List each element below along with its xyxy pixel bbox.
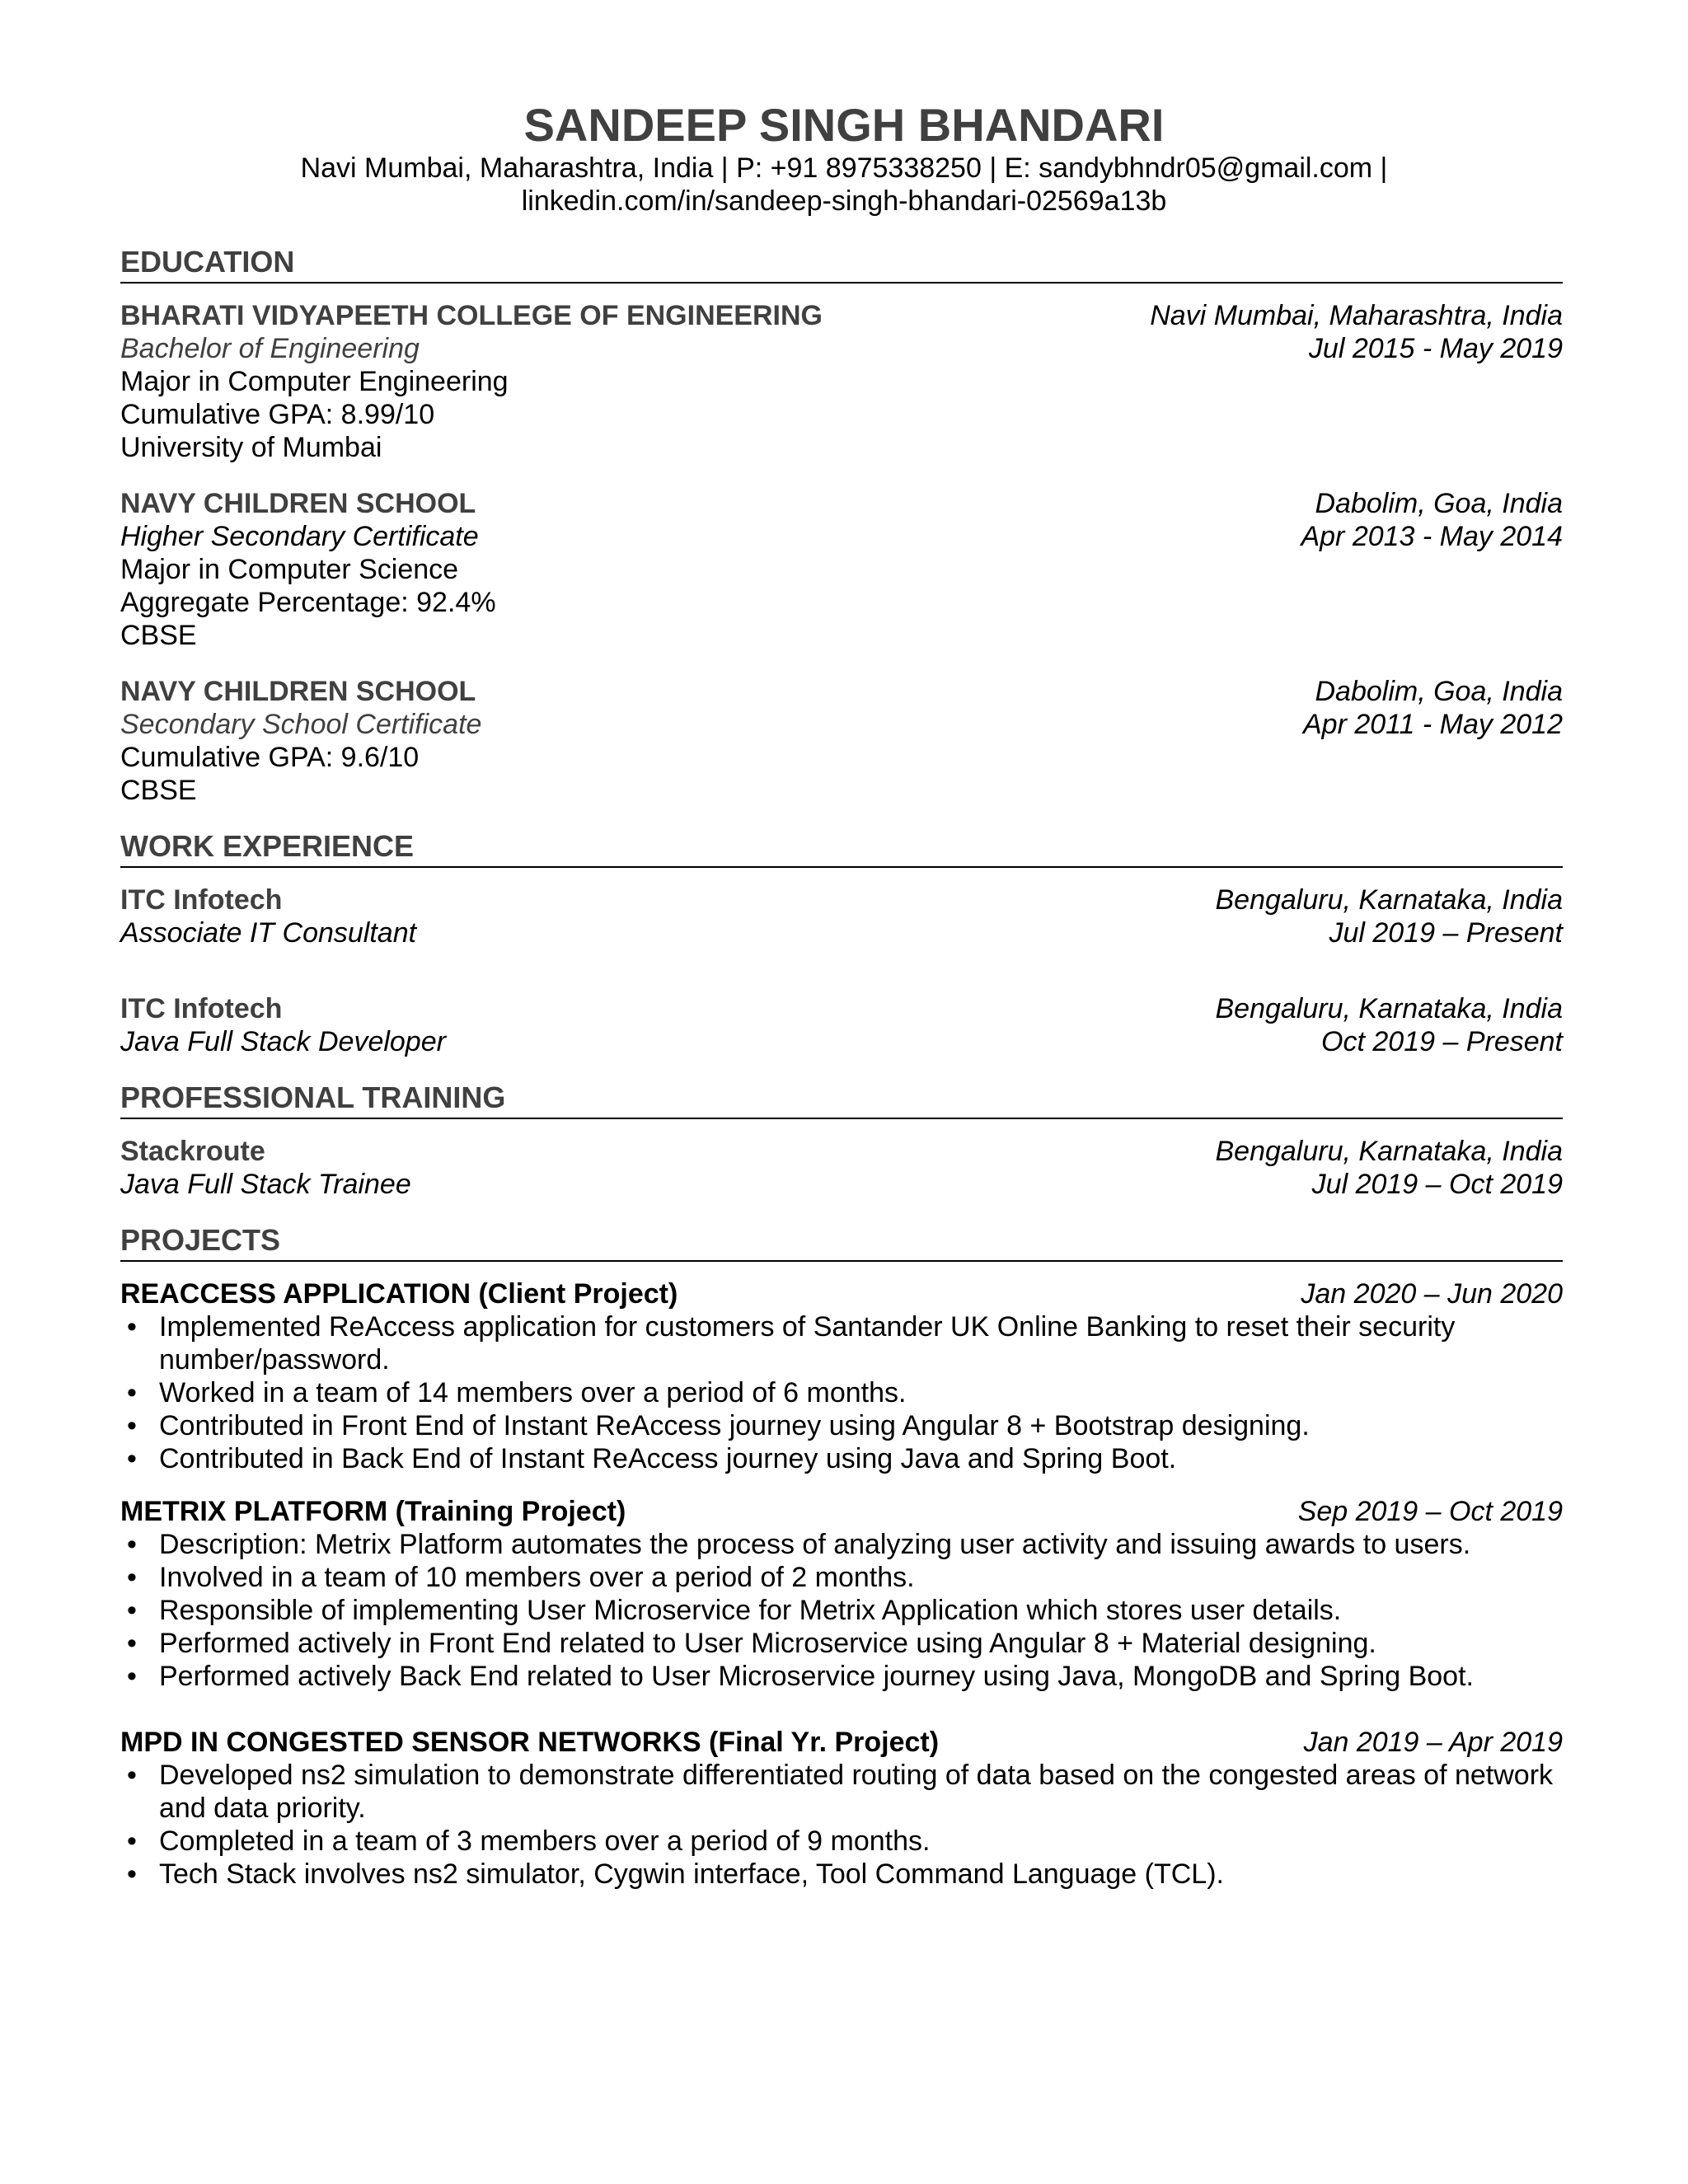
bullet-icon: •	[127, 1760, 137, 1791]
school-name: NAVY CHILDREN SCHOOL	[120, 488, 476, 519]
projects-section	[120, 1222, 1563, 1891]
project-entry	[120, 1495, 1563, 1693]
project-entry	[120, 1277, 1563, 1475]
bullet-icon: •	[127, 1595, 137, 1626]
list-item: • Developed ns2 simulation to demonstrate differentiated routing of data based on the congested areas of network and data priority.	[127, 1760, 1554, 1824]
project-entry	[120, 1726, 1563, 1891]
bullet-icon: •	[127, 1628, 137, 1659]
bullet-icon: •	[127, 1443, 137, 1474]
education-detail: University of Mumbai	[120, 432, 382, 463]
project-name: METRIX PLATFORM (Training Project)	[120, 1496, 626, 1527]
list-item: • Tech Stack involves ns2 simulator, Cygwin interface, Tool Command Language (TCL).	[127, 1858, 1224, 1890]
work-entry	[120, 992, 1563, 1058]
list-item: • Completed in a team of 3 members over a period of 9 months.	[127, 1825, 931, 1857]
school-location: Dabolim, Goa, India	[1315, 488, 1563, 519]
project-name: MPD IN CONGESTED SENSOR NETWORKS (Final Yr. Project)	[120, 1727, 940, 1758]
bullet-icon: •	[127, 1529, 137, 1560]
bullet-icon: •	[127, 1858, 137, 1890]
training-section	[120, 1080, 1563, 1201]
project-name: REACCESS APPLICATION (Client Project)	[120, 1278, 678, 1310]
list-item: • Description: Metrix Platform automates the process of analyzing user activity and issuing awards to users.	[127, 1529, 1471, 1560]
list-item: • Responsible of implementing User Microservice for Metrix Application which stores user details.	[127, 1595, 1342, 1626]
education-detail: Cumulative GPA: 9.6/10	[120, 742, 420, 773]
school-location: Dabolim, Goa, India	[1315, 676, 1563, 707]
date-range: Jan 2020 – Jun 2020	[1301, 1278, 1563, 1310]
bullet-icon: •	[127, 1410, 137, 1441]
education-detail: Cumulative GPA: 8.99/10	[120, 399, 435, 430]
school-location: Navi Mumbai, Maharashtra, India	[1150, 300, 1563, 331]
education-title: EDUCATION	[120, 244, 1563, 284]
education-detail: Aggregate Percentage: 92.4%	[120, 587, 496, 618]
education-detail: CBSE	[120, 620, 197, 651]
degree: Secondary School Certificate	[120, 709, 482, 740]
list-item: • Performed actively Back End related to User Microservice journey using Java, MongoDB and Spring Boot.	[127, 1661, 1474, 1692]
company-name: ITC Infotech	[120, 993, 283, 1024]
school-name: BHARATI VIDYAPEETH COLLEGE OF ENGINEERING	[120, 300, 823, 331]
company-name: ITC Infotech	[120, 884, 283, 916]
project-bullets	[120, 1310, 1563, 1475]
degree: Higher Secondary Certificate	[120, 521, 479, 552]
degree: Bachelor of Engineering	[120, 333, 420, 364]
company-location: Bengaluru, Karnataka, India	[1215, 884, 1563, 916]
date-range: Jul 2019 – Oct 2019	[1311, 1169, 1563, 1200]
education-detail: Major in Computer Engineering	[120, 366, 509, 397]
training-title: PROFESSIONAL TRAINING	[120, 1080, 1563, 1119]
training-role: Java Full Stack Trainee	[120, 1169, 411, 1200]
list-item: • Involved in a team of 10 members over a period of 2 months.	[127, 1562, 915, 1593]
list-item: • Performed actively in Front End related to User Microservice using Angular 8 + Material designing.	[127, 1628, 1376, 1659]
work-entry	[120, 883, 1563, 949]
education-entry	[120, 487, 1563, 652]
school-name: NAVY CHILDREN SCHOOL	[120, 676, 476, 707]
work-section	[120, 828, 1563, 1058]
job-role: Associate IT Consultant	[120, 917, 417, 949]
list-item: • Implemented ReAccess application for customers of Santander UK Online Banking to reset their security number/password.	[127, 1311, 1456, 1376]
education-section	[120, 244, 1563, 807]
bullet-icon: •	[127, 1661, 137, 1692]
date-range: Oct 2019 – Present	[1321, 1026, 1563, 1057]
project-bullets	[120, 1528, 1563, 1693]
training-entry	[120, 1135, 1563, 1201]
candidate-name: SANDEEP SINGH BHANDARI	[523, 99, 1165, 151]
bullet-icon: •	[127, 1562, 137, 1593]
resume-body	[120, 244, 1563, 1891]
date-range: Apr 2011 - May 2012	[1303, 709, 1563, 740]
date-range: Jul 2019 – Present	[1329, 917, 1563, 949]
bullet-icon: •	[127, 1311, 137, 1343]
education-entry	[120, 675, 1563, 807]
company-location: Bengaluru, Karnataka, India	[1215, 993, 1563, 1024]
date-range: Jan 2019 – Apr 2019	[1303, 1727, 1563, 1758]
work-title: WORK EXPERIENCE	[120, 828, 1563, 868]
list-item: • Contributed in Back End of Instant ReAccess journey using Java and Spring Boot.	[127, 1443, 1177, 1474]
bullet-icon: •	[127, 1825, 137, 1857]
projects-title: PROJECTS	[120, 1222, 1563, 1262]
resume-header	[0, 99, 1688, 218]
date-range: Sep 2019 – Oct 2019	[1297, 1496, 1563, 1527]
date-range: Jul 2015 - May 2019	[1308, 333, 1563, 364]
training-org: Stackroute	[120, 1136, 265, 1167]
job-role: Java Full Stack Developer	[120, 1026, 446, 1057]
list-item: • Contributed in Front End of Instant ReAccess journey using Angular 8 + Bootstrap designing.	[127, 1410, 1310, 1441]
date-range: Apr 2013 - May 2014	[1301, 521, 1563, 552]
project-bullets	[120, 1759, 1563, 1891]
education-detail: Major in Computer Science	[120, 554, 459, 585]
bullet-icon: •	[127, 1377, 137, 1408]
education-detail: CBSE	[120, 775, 197, 806]
contact-line: Navi Mumbai, Maharashtra, India | P: +91 8975338250 | E: sandybhndr05@gmail.com |	[300, 152, 1388, 184]
list-item: • Worked in a team of 14 members over a period of 6 months.	[127, 1377, 907, 1408]
linkedin-line: linkedin.com/in/sandeep-singh-bhandari-02569a13b	[521, 185, 1167, 217]
training-location: Bengaluru, Karnataka, India	[1215, 1136, 1563, 1167]
education-entry	[120, 299, 1563, 464]
